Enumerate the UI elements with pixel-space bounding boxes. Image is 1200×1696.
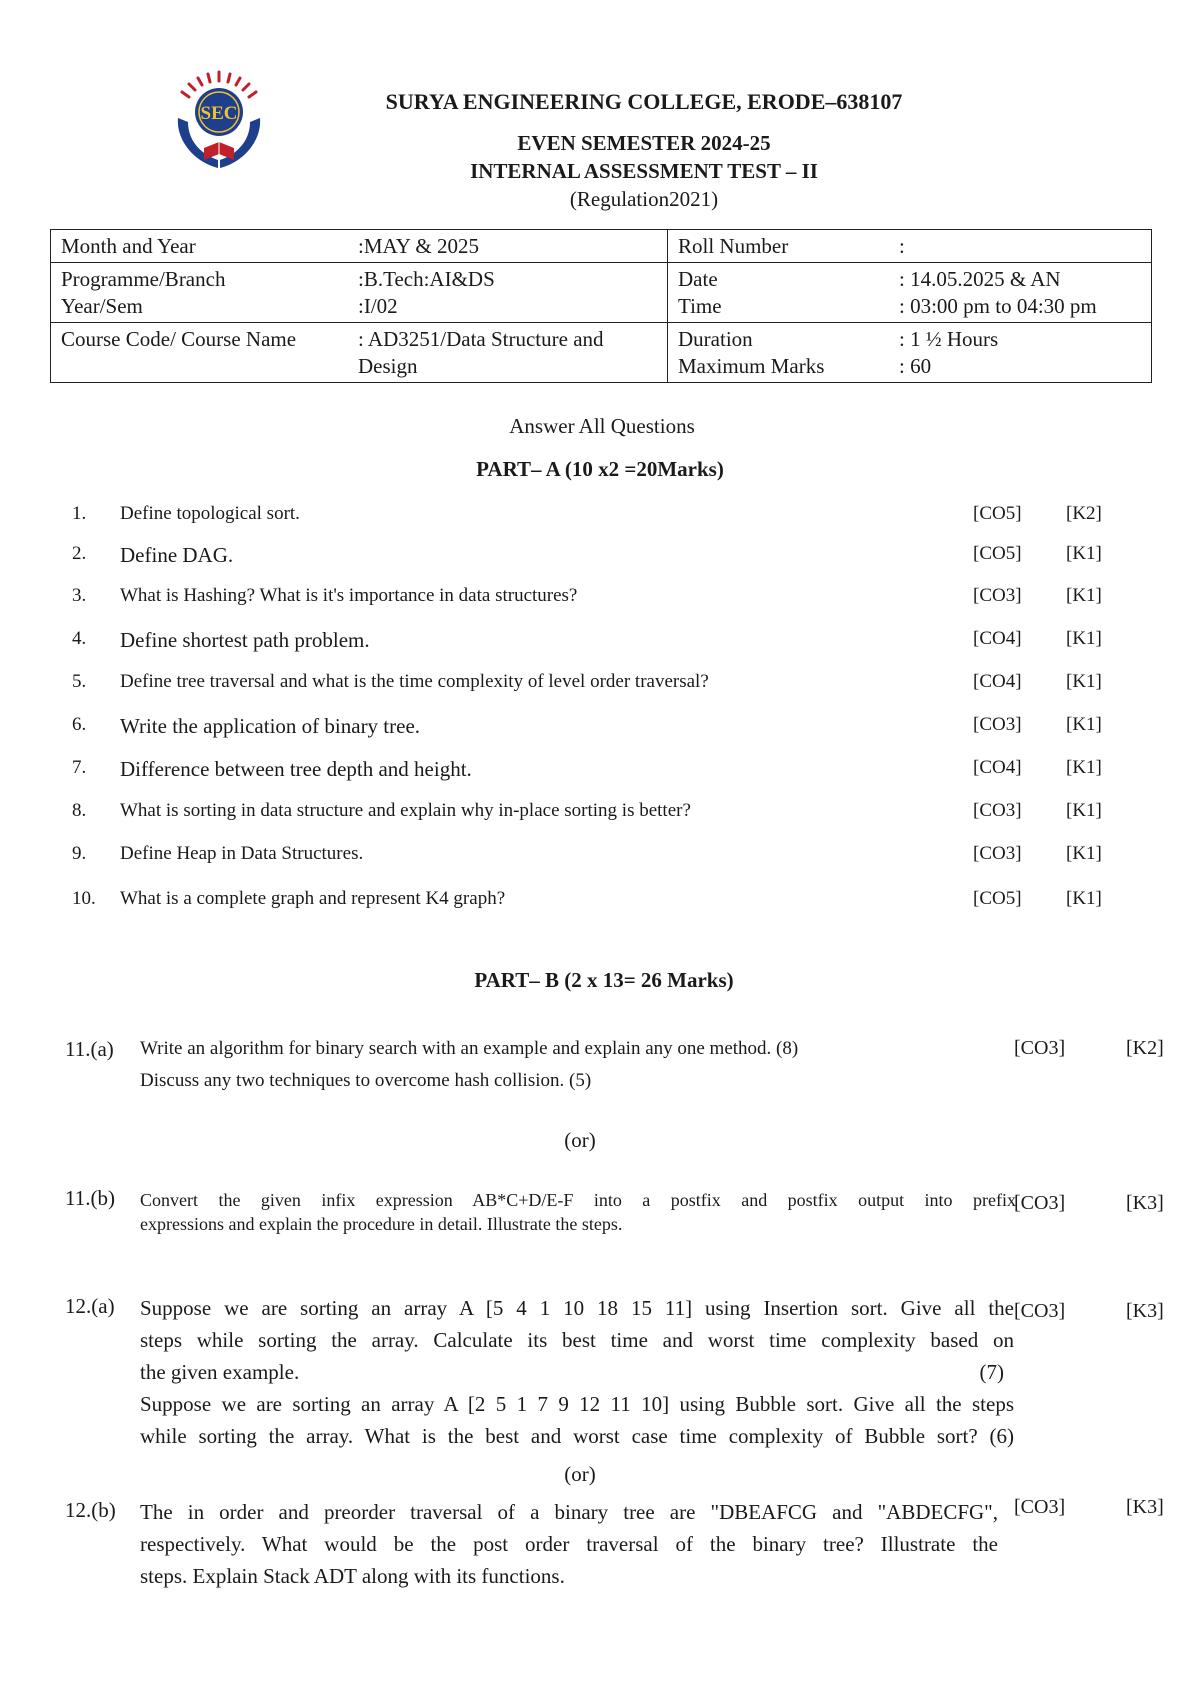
question-row (0, 628, 1200, 658)
knowledge-level: [K1] (1066, 671, 1102, 692)
question-row (0, 757, 1200, 787)
course-outcome: [CO5] (973, 503, 1022, 524)
knowledge-level: [K1] (1066, 888, 1102, 909)
part-b-title: PART– B (2 x 13= 26 Marks) (474, 968, 734, 992)
question-row (0, 888, 1200, 918)
question-row (0, 543, 1200, 573)
question-number: 10. (72, 888, 96, 909)
course-value-cont: Design (358, 354, 418, 378)
duration-label: Duration (678, 327, 753, 351)
course-outcome: [CO5] (973, 888, 1022, 909)
programme-value: :B.Tech:AI&DS (358, 267, 495, 291)
course-outcome: [CO4] (973, 628, 1022, 649)
course-outcome: [CO3] (973, 714, 1022, 735)
question-body (140, 1496, 998, 1592)
regulation: (Regulation2021) (569, 187, 719, 211)
course-outcome: [CO3] (1014, 1496, 1066, 1518)
course-outcome: [CO3] (973, 800, 1022, 821)
year-sem-value: :I/02 (358, 294, 398, 318)
question-body (140, 1033, 1016, 1097)
question-line: Convert the given infix expression AB*C+D/E-F into a postfix and postfix output into prefix (140, 1190, 1016, 1210)
question-number: 12.(b) (65, 1498, 116, 1522)
marks-label: (7) (979, 1360, 1004, 1384)
knowledge-level: [K1] (1066, 543, 1102, 564)
course-outcome: [CO3] (1014, 1300, 1066, 1322)
knowledge-level: [K1] (1066, 628, 1102, 649)
college-name: SURYA ENGINEERING COLLEGE, ERODE–638107 (385, 89, 903, 114)
question-line: expressions and explain the procedure in detail. Illustrate the steps. (140, 1214, 623, 1234)
semester-title: EVEN SEMESTER 2024-25 (517, 131, 771, 155)
knowledge-level: [K3] (1126, 1192, 1164, 1214)
question-text: What is Hashing? What is it's importance in data structures? (120, 585, 578, 606)
question-row (0, 585, 1200, 615)
question-row (0, 671, 1200, 701)
course-outcome: [CO3] (973, 585, 1022, 606)
date-label: Date (678, 267, 718, 291)
knowledge-level: [K1] (1066, 757, 1102, 778)
question-body (140, 1292, 1014, 1452)
question-body (140, 1188, 1016, 1236)
question-text: Write the application of binary tree. (120, 714, 421, 738)
question-row (0, 843, 1200, 873)
or-separator: (or) (564, 1462, 596, 1486)
roll-number-value: : (899, 234, 905, 258)
question-number: 5. (72, 671, 87, 692)
test-title: INTERNAL ASSESSMENT TEST – II (470, 159, 818, 183)
question-text: Define shortest path problem. (120, 628, 370, 652)
question-row (0, 503, 1200, 533)
year-sem-label: Year/Sem (61, 294, 143, 318)
time-value: : 03:00 pm to 04:30 pm (899, 294, 1097, 318)
part-a-title: PART– A (10 x2 =20Marks) (476, 457, 724, 481)
question-number: 6. (72, 714, 87, 735)
knowledge-level: [K1] (1066, 585, 1102, 606)
date-time-cell (668, 263, 1152, 323)
month-year-cell (51, 230, 668, 263)
question-number: 11.(b) (65, 1186, 115, 1210)
duration-value: : 1 ½ Hours (899, 327, 999, 351)
course-cell (51, 323, 668, 383)
question-line: while sorting the array. What is the best and worst case time complexity of Bubble sort? (6) (140, 1424, 1014, 1448)
question-line: Write an algorithm for binary search with an example and explain any one method. (8) (140, 1038, 799, 1059)
question-number: 3. (72, 585, 87, 606)
question-line: The in order and preorder traversal of a binary tree are "DBEAFCG and "ABDECFG", (140, 1500, 998, 1524)
question-line: Suppose we are sorting an array A [5 4 1 10 18 15 11] using Insertion sort. Give all the (140, 1296, 1014, 1320)
question-number: 2. (72, 543, 87, 564)
knowledge-level: [K3] (1126, 1496, 1164, 1518)
roll-number-cell (668, 230, 1152, 263)
roll-number-label: Roll Number (678, 234, 789, 258)
or-separator: (or) (564, 1128, 596, 1152)
question-row (0, 800, 1200, 830)
course-label: Course Code/ Course Name (61, 327, 297, 351)
knowledge-level: [K1] (1066, 800, 1102, 821)
max-marks-value: : 60 (899, 354, 932, 378)
time-label: Time (678, 294, 722, 318)
course-outcome: [CO3] (1014, 1192, 1066, 1214)
question-row (0, 714, 1200, 744)
knowledge-level: [K1] (1066, 843, 1102, 864)
programme-cell (51, 263, 668, 323)
question-line: steps while sorting the array. Calculate its best time and worst time complexity based on (140, 1328, 1014, 1352)
question-number: 12.(a) (65, 1294, 115, 1318)
question-line: Suppose we are sorting an array A [2 5 1 7 9 12 11 10] using Bubble sort. Give all the steps (140, 1392, 1014, 1416)
question-number: 9. (72, 843, 87, 864)
question-text: What is a complete graph and represent K4 graph? (120, 888, 506, 909)
knowledge-level: [K2] (1126, 1037, 1164, 1059)
exam-info-table (50, 229, 1152, 383)
question-text: Define Heap in Data Structures. (120, 843, 364, 864)
question-line: respectively. What would be the post order traversal of the binary tree? Illustrate the (140, 1532, 998, 1556)
logo-text: SEC (200, 103, 238, 124)
date-value: : 14.05.2025 & AN (899, 267, 1061, 291)
question-number: 11.(a) (65, 1037, 114, 1061)
question-line-text: the given example. (140, 1360, 300, 1384)
course-outcome: [CO5] (973, 543, 1022, 564)
question-text: Define tree traversal and what is the time complexity of level order traversal? (120, 671, 709, 692)
answer-all-instruction: Answer All Questions (509, 414, 695, 438)
question-line (140, 1356, 1014, 1388)
knowledge-level: [K1] (1066, 714, 1102, 735)
question-line: Discuss any two techniques to overcome hash collision. (5) (140, 1070, 592, 1091)
course-outcome: [CO4] (973, 757, 1022, 778)
course-outcome: [CO4] (973, 671, 1022, 692)
month-year-value: :MAY & 2025 (358, 234, 479, 258)
course-value: : AD3251/Data Structure and (358, 327, 604, 351)
question-line: steps. Explain Stack ADT along with its functions. (140, 1564, 565, 1588)
question-text: Define DAG. (120, 543, 234, 567)
question-text: Difference between tree depth and height. (120, 757, 472, 781)
course-outcome: [CO3] (1014, 1037, 1066, 1059)
question-text: Define topological sort. (120, 503, 300, 524)
question-number: 4. (72, 628, 87, 649)
question-number: 7. (72, 757, 87, 778)
question-number: 8. (72, 800, 87, 821)
month-year-label: Month and Year (61, 234, 196, 258)
programme-label: Programme/Branch (61, 267, 226, 291)
course-outcome: [CO3] (973, 843, 1022, 864)
knowledge-level: [K2] (1066, 503, 1102, 524)
question-text: What is sorting in data structure and explain why in-place sorting is better? (120, 800, 691, 821)
question-number: 1. (72, 503, 87, 524)
duration-marks-cell (668, 323, 1152, 383)
max-marks-label: Maximum Marks (678, 354, 825, 378)
knowledge-level: [K3] (1126, 1300, 1164, 1322)
